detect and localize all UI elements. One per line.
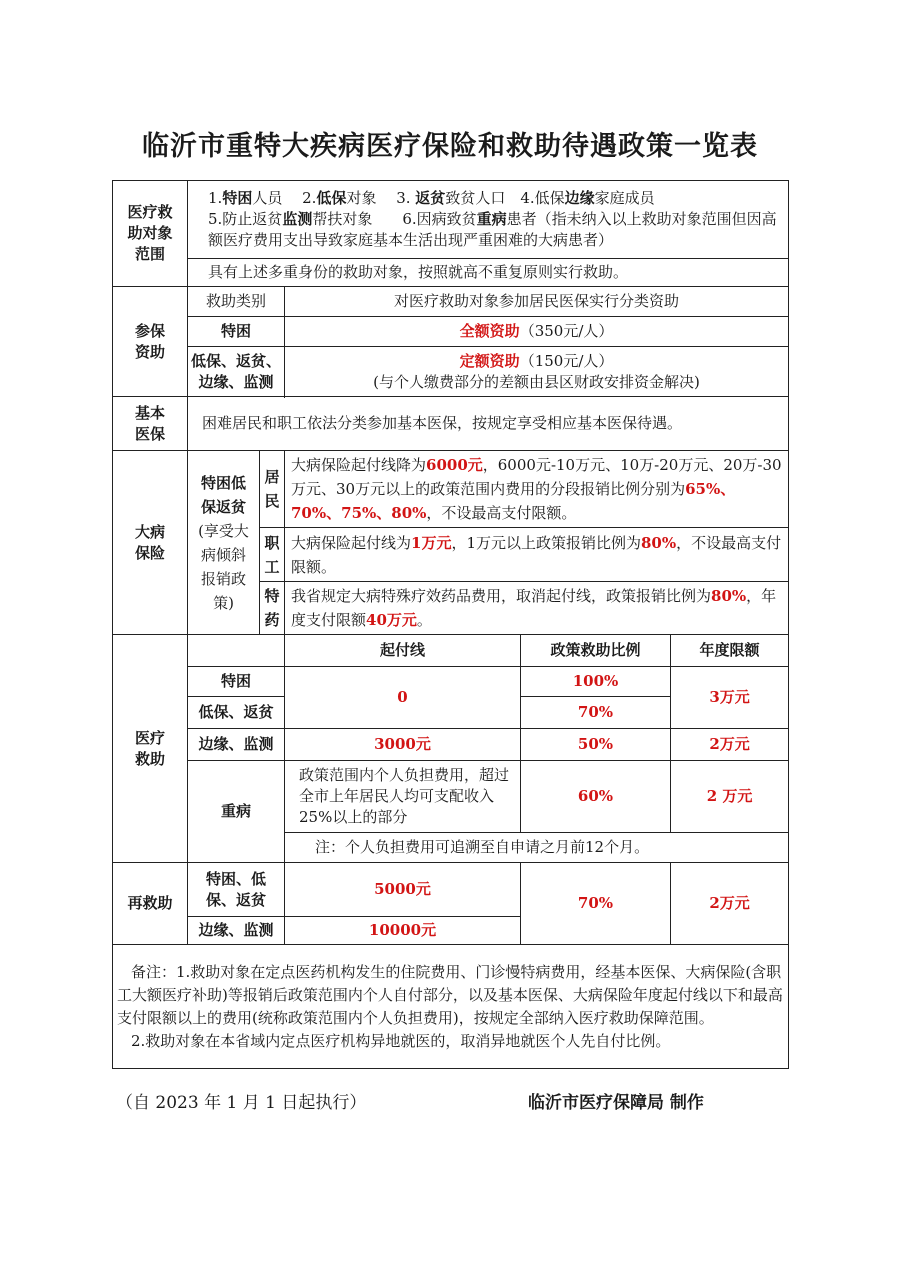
objects-l1-seg-3: 低保 <box>316 189 347 207</box>
serious-r2-seg-3: 40万元 <box>366 611 417 629</box>
full-subsidy-label: 全额资助 <box>459 322 520 340</box>
enroll-tekun-amount <box>285 317 789 347</box>
remark-2: 2.救助对象在本省域内定点医疗机构异地就医的，取消异地就医个人先自付比例。 <box>131 1031 671 1050</box>
serious-r1-seg-1: 1万元 <box>411 533 452 552</box>
assist-header-limit: 年度限额 <box>671 635 789 667</box>
assist-header-ratio: 政策救助比例 <box>521 635 671 667</box>
enroll-tekun: 特困 <box>188 317 285 347</box>
objects-l1-seg-4: 对象 3. <box>346 189 416 207</box>
serious-r1-seg-2: ，1万元以上政策报销比例为 <box>451 533 641 552</box>
serious-r1-seg-3: 80% <box>641 533 677 552</box>
objects-l1-seg-5: 返贫 <box>415 189 446 207</box>
assist-limit-2w-b: 2 万元 <box>671 761 789 833</box>
assist-ratio-tekun: 100% <box>521 667 671 697</box>
serious-r0-seg-2: ，6000元-10万元、10万-20万元、20万-30万元、30万元以上的政策范围内费用的分段报销比例分别为 <box>291 456 782 498</box>
assist-header-blank <box>188 635 285 667</box>
objects-l1-seg-1: 特困 <box>222 189 253 207</box>
assist-ratio-dibao: 70% <box>521 697 671 729</box>
serious-r2-seg-4: 。 <box>416 611 432 629</box>
objects-line-1 <box>208 188 782 209</box>
assist-note: 注：个人负担费用可追溯至自申请之月前12个月。 <box>285 833 789 863</box>
assist-threshold-zb: 政策范围内个人负担费用，超过全市上年居民人均可支配收入25%以上的部分 <box>285 761 521 833</box>
objects-l1-seg-7: 边缘 <box>564 189 595 207</box>
serious-r0-seg-3: 65%、70%、75%、80% <box>291 480 736 522</box>
objects-l2-seg-3: 重病 <box>476 210 507 228</box>
assist-label: 医疗救助 <box>113 635 188 863</box>
serious-r0-seg-1: 6000元 <box>426 456 483 474</box>
assist-threshold-zero: 0 <box>285 667 521 729</box>
remarks <box>113 945 789 1069</box>
serious-category <box>188 451 260 635</box>
enroll-label: 参保资助 <box>113 287 188 397</box>
serious-category-names: 特困低保返贫 <box>200 473 246 516</box>
enroll-others: 低保、返贫、边缘、监测 <box>188 347 285 397</box>
serious-r2-seg-0: 我省规定大病特殊疗效药品费用，取消起付线，政策报销比例为 <box>291 587 712 605</box>
re-cat-1: 特困、低保、返贫 <box>188 863 285 917</box>
re-label: 再救助 <box>113 863 188 945</box>
re-limit: 2万元 <box>671 863 789 945</box>
objects-l2-seg-1: 监测 <box>282 210 313 228</box>
fixed-subsidy-amount: （150元/人） <box>519 351 614 370</box>
objects-l1-seg-6: 致贫人口 4.低保 <box>445 189 565 207</box>
serious-label: 大病保险 <box>113 451 188 635</box>
assist-dibao: 低保、返贫 <box>188 697 285 729</box>
serious-r0-seg-0: 大病保险起付线降为 <box>291 456 427 474</box>
assist-limit-3w: 3万元 <box>671 667 789 729</box>
full-subsidy-amount: （350元/人） <box>519 322 614 340</box>
objects-label: 医疗救助对象范围 <box>113 181 188 287</box>
enroll-others-amount <box>285 347 789 397</box>
serious-resident-text <box>285 451 789 528</box>
assist-header-threshold: 起付线 <box>285 635 521 667</box>
enroll-header-desc: 对医疗救助对象参加居民医保实行分类资助 <box>285 287 789 317</box>
objects-l2-seg-4: 患者（指未纳入以上救助对象范围但因高额医疗费用支出导致家庭基本生活出现严重困难的大病患者） <box>208 210 777 249</box>
serious-category-note: (享受大病倾斜报销政策) <box>198 521 249 612</box>
re-threshold-5000: 5000元 <box>285 863 521 917</box>
policy-table <box>112 180 789 1069</box>
assist-limit-2w-a: 2万元 <box>671 729 789 761</box>
serious-r1-seg-0: 大病保险起付线为 <box>291 533 412 552</box>
serious-worker-text <box>285 528 789 582</box>
serious-r2-seg-2: ，年度支付限额 <box>291 587 777 629</box>
assist-tekun: 特困 <box>188 667 285 697</box>
objects-l1-seg-2: 人员 2. <box>252 189 317 207</box>
basic-label: 基本医保 <box>113 397 188 451</box>
objects-rule: 具有上述多重身份的救助对象，按照就高不重复原则实行救助。 <box>188 259 789 287</box>
serious-r1-seg-4: ，不设最高支付限额。 <box>291 533 782 576</box>
assist-zhongbing: 重病 <box>188 761 285 863</box>
objects-l1-seg-8: 家庭成员 <box>594 189 655 207</box>
serious-drug-text <box>285 582 789 635</box>
assist-ratio-zb: 60% <box>521 761 671 833</box>
objects-l2-seg-2: 帮扶对象 6.因病致贫 <box>312 210 477 228</box>
re-ratio: 70% <box>521 863 671 945</box>
assist-bianyuan: 边缘、监测 <box>188 729 285 761</box>
re-cat-2: 边缘、监测 <box>188 917 285 945</box>
objects-l2-seg-0: 5.防止返贫 <box>208 210 283 228</box>
serious-sub-resident: 居民 <box>260 451 285 528</box>
basic-text: 困难居民和职工依法分类参加基本医保，按规定享受相应基本医保待遇。 <box>188 397 789 451</box>
serious-sub-worker: 职工 <box>260 528 285 582</box>
page-title: 临沂市重特大疾病医疗保险和救助待遇政策一览表 <box>142 131 758 162</box>
serious-r2-seg-1: 80% <box>711 587 747 605</box>
objects-list <box>188 181 789 259</box>
assist-ratio-bianyuan: 50% <box>521 729 671 761</box>
serious-sub-drug: 特药 <box>260 582 285 635</box>
objects-line-2 <box>208 209 782 251</box>
fixed-subsidy-label: 定额资助 <box>459 351 520 370</box>
enroll-header-category: 救助类别 <box>188 287 285 317</box>
serious-r0-seg-4: ，不设最高支付限额。 <box>426 504 577 522</box>
re-threshold-10000: 10000元 <box>285 917 521 945</box>
remark-1: 备注：1.救助对象在定点医药机构发生的住院费用、门诊慢特病费用，经基本医保、大病保险(含职工大额医疗补助)等报销后政策范围内个人自付部分，以及基本医保、大病保险年度起付线以下和最高支付限额以上的费用(统称政策范围内个人负担费用)，按规定全部纳入医疗救助保障范围。 <box>117 962 783 1027</box>
issuer: 临沂市医疗保障局 制作 <box>528 1093 704 1113</box>
objects-l1-seg-0: 1. <box>208 189 223 207</box>
fixed-subsidy-note: (与个人缴费部分的差额由县区财政安排资金解决) <box>373 372 700 391</box>
effective-date: （自 2023 年 1 月 1 日起执行） <box>116 1093 367 1113</box>
assist-threshold-3000: 3000元 <box>285 729 521 761</box>
